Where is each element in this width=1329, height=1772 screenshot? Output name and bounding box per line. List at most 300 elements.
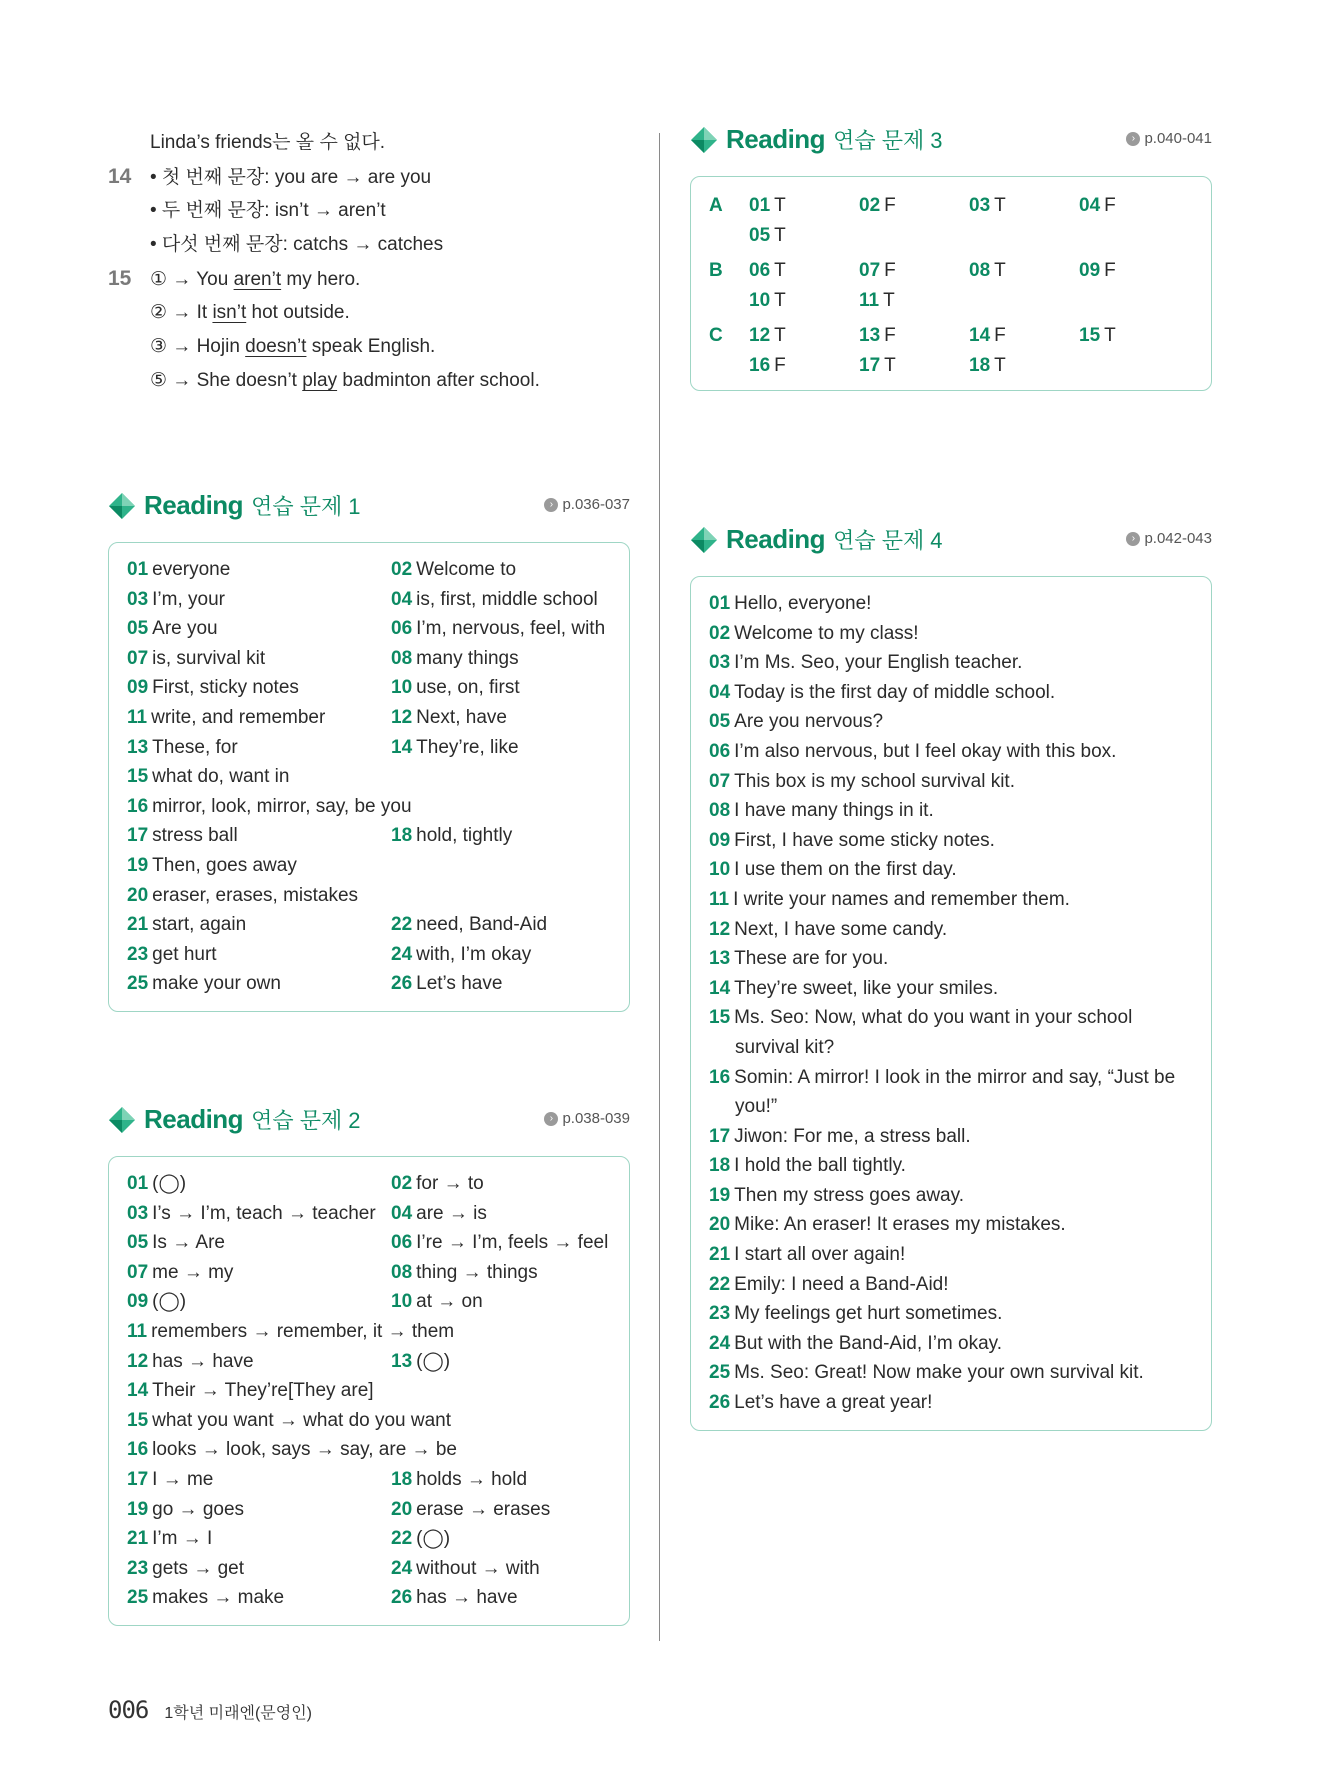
tf-answer [859,351,969,381]
answer-number: 11 [127,706,148,728]
arrow-right-icon: › [1126,532,1140,546]
answer-item [127,1406,611,1436]
section-reading-2 [108,1104,630,1626]
answer-number: 18 [709,1155,731,1177]
answer-item [391,1258,611,1288]
page-reference: › p.040-041 [1126,130,1212,147]
tf-group [709,321,1193,380]
answer-number: 01 [709,593,731,614]
page-reference: › p.042-043 [1126,530,1212,547]
answer-text: thing → things [416,1261,538,1283]
section-reading-4 [690,524,1212,1431]
answer-item [709,737,1193,767]
answer-item [709,678,1193,708]
answer-item [127,1554,391,1584]
answer-item [709,1388,1193,1418]
answer-number: 19 [127,854,149,876]
answer-item [127,644,391,674]
answer-text: T [883,289,895,311]
intro-text: Linda’s friends는 올 수 없다. [150,132,386,153]
answer-number: 22 [391,914,413,936]
diamond-icon [690,526,718,554]
answer-number: 05 [127,1232,149,1254]
answer-text: F [774,354,786,376]
answer-number: 25 [709,1362,731,1384]
q14-text: • 두 번째 문장: isn’t → aren’t [150,200,386,221]
answer-text: Mike: An eraser! It erases my mistakes. [734,1214,1066,1236]
answer-text: Somin: A mirror! I look in the mirror and say, “Just be you!” [734,1066,1176,1118]
answer-number: 17 [127,1468,149,1490]
section-reading-1 [108,490,630,1012]
answer-number: 21 [127,914,149,936]
answer-text: (◯) [152,1173,187,1194]
answer-item [127,1347,391,1377]
answer-item [709,1122,1193,1152]
page-footer [108,1696,312,1724]
answer-item [391,969,611,999]
answer-text: T [774,325,786,346]
answer-text: Welcome to my class! [734,622,919,644]
answer-item [127,733,391,763]
diamond-icon [108,1106,136,1134]
section-header [690,124,1212,164]
answer-item [709,1210,1193,1240]
answer-text: gets → get [152,1557,245,1579]
answer-box [690,176,1212,391]
tf-answer [859,286,969,316]
answer-number: 02 [391,559,413,580]
answer-number: 22 [391,1528,413,1550]
section-header [108,490,630,530]
answer-item [391,733,611,763]
answer-text: I’s → I’m, teach → teacher [152,1202,376,1224]
answer-text: T [994,354,1006,376]
tf-answer [969,351,1079,381]
tf-answer [969,191,1079,221]
answer-text: looks → look, says → say, are → be [152,1439,457,1461]
q14-line-2 [108,194,648,228]
answer-text: T [1104,325,1116,346]
answer-text: F [1104,260,1116,281]
answer-item [391,585,611,615]
tf-group [709,256,1193,315]
section-title-ko: 연습 문제 1 [251,494,361,519]
answer-number: 13 [859,325,881,346]
answer-item [127,1199,391,1229]
answer-number: 10 [749,289,771,311]
answer-text: hold, tightly [416,825,513,847]
answer-item [709,1063,1193,1122]
tf-group [709,191,1193,250]
answer-item [127,1376,611,1406]
answer-item [709,1329,1193,1359]
section-header [690,524,1212,564]
answer-text: Emily: I need a Band-Aid! [734,1273,949,1295]
q15-line-4: ⑤ → She doesn’t play badminton after school. [150,370,540,391]
tf-answer [749,256,859,286]
answer-item [127,1317,611,1347]
group-letter: B [709,260,723,281]
answer-text: T [884,354,896,376]
answer-number: 20 [709,1214,731,1236]
answer-number: 01 [127,1173,149,1194]
answer-number: 15 [127,766,149,788]
answer-text: what you want → what do you want [152,1409,452,1431]
answer-item [127,673,391,703]
answer-text: T [774,195,786,216]
answer-text: need, Band-Aid [416,914,548,936]
section-title-en: Reading [144,490,244,520]
answer-number: 04 [1079,195,1101,216]
answer-number: 09 [127,677,149,699]
answer-text: I start all over again! [734,1244,906,1266]
answer-number: 14 [391,736,413,758]
answer-text: (◯) [416,1350,451,1372]
answer-text: F [1104,195,1116,216]
answer-text: Next, have [416,706,507,728]
answer-number: 05 [709,711,731,733]
answer-item [391,614,611,644]
answer-item [709,915,1193,945]
answer-text: T [774,289,786,311]
answer-number: 20 [391,1498,413,1520]
answer-text: Then my stress goes away. [734,1184,964,1206]
answer-item [709,619,1193,649]
answer-item [127,614,391,644]
answer-number: 12 [749,325,771,346]
answer-number: 16 [127,795,149,817]
answer-number: 07 [127,1261,149,1283]
section-header [108,1104,630,1144]
answer-number: 11 [709,888,730,910]
answer-number: 09 [709,829,731,851]
answer-text: without → with [416,1557,540,1579]
answer-text: I’m, nervous, feel, with [416,618,606,640]
answer-number: 06 [391,1232,413,1254]
answer-text: use, on, first [416,677,520,699]
answer-text: for → to [416,1173,484,1194]
answer-text: eraser, erases, mistakes [152,884,359,906]
answer-text: Today is the first day of middle school. [734,681,1056,703]
answer-item [709,826,1193,856]
answer-number: 13 [391,1350,413,1372]
answer-item [709,767,1193,797]
answer-item [391,1287,611,1317]
tf-answer [749,321,859,351]
answer-number: 15 [709,1007,731,1029]
answer-item [127,1495,391,1525]
answer-item [391,1524,611,1554]
tf-answer [859,256,969,286]
answer-text: (◯) [152,1291,187,1313]
answer-text: write, and remember [151,706,326,728]
answer-number: 08 [391,1261,413,1283]
answer-text: has → have [416,1587,518,1609]
answer-number: 03 [969,195,991,216]
answer-number: 02 [391,1173,413,1194]
answer-text: This box is my school survival kit. [734,770,1015,792]
answer-text: is, survival kit [152,647,266,669]
answer-number: 21 [127,1528,149,1550]
answer-item [391,910,611,940]
answer-number: 25 [127,973,149,995]
tf-answer [1079,191,1189,221]
answer-number: 04 [709,681,731,703]
q15-line-3: ③ → Hojin doesn’t speak English. [150,336,436,357]
answer-box [108,1156,630,1626]
answer-number: 09 [1079,260,1101,281]
answer-text: Let’s have [416,973,503,995]
section-title-en: Reading [726,524,826,554]
answer-number: 14 [969,325,991,346]
section-title-ko: 연습 문제 4 [833,528,943,553]
tf-answer [859,191,969,221]
group-letter: C [709,325,723,346]
answer-text: everyone [152,559,231,580]
answer-item [127,792,611,822]
answer-text: stress ball [152,825,238,847]
answer-number: 11 [127,1320,148,1342]
answer-text: get hurt [152,943,217,965]
intro-answers [108,126,648,398]
q14-text: • 다섯 번째 문장: catchs → catches [150,234,444,255]
answer-number: 23 [127,943,149,965]
answer-number: 12 [709,918,731,940]
answer-number: 16 [127,1439,149,1461]
answer-number: 21 [709,1244,731,1266]
answer-number: 10 [391,677,413,699]
answer-text: T [774,224,786,246]
page-reference: › p.036-037 [544,496,630,513]
answer-item [127,703,391,733]
answer-item [709,1003,1193,1062]
answer-text: I’m, your [152,588,225,610]
answer-text: But with the Band-Aid, I’m okay. [734,1332,1003,1354]
answer-text: I write your names and remember them. [733,888,1070,910]
question-number: 14 [108,165,132,188]
answer-text: Then, goes away [152,854,297,876]
answer-item [709,1151,1193,1181]
answer-text: holds → hold [416,1468,528,1490]
answer-text: mirror, look, mirror, say, be you [152,795,412,817]
page-reference: › p.038-039 [544,1110,630,1127]
answer-number: 13 [127,736,149,758]
answer-item [391,644,611,674]
answer-item [391,1583,611,1613]
q14-line-1 [108,160,648,194]
answer-item [391,940,611,970]
answer-number: 17 [859,354,881,376]
tf-answer [969,321,1079,351]
answer-number: 05 [127,618,149,640]
answer-text: They’re sweet, like your smiles. [734,977,999,999]
answer-number: 22 [709,1273,731,1295]
answer-text: Are you nervous? [734,711,884,733]
answer-number: 06 [391,618,413,640]
answer-number: 16 [749,354,771,376]
answer-text: I use them on the first day. [734,859,957,881]
answer-item [127,1583,391,1613]
answer-number: 26 [391,973,413,995]
underlined-word: isn’t [212,302,247,323]
tf-answer [749,191,859,221]
answer-number: 07 [859,260,881,281]
answer-number: 13 [709,948,731,970]
answer-text: F [884,325,896,346]
answer-text: Hello, everyone! [734,593,872,614]
answer-text: They’re, like [416,736,519,758]
question-number: 15 [108,267,132,290]
page-number: 006 [108,1696,149,1724]
answer-item [391,1554,611,1584]
answer-text: start, again [152,914,247,936]
answer-number: 04 [391,588,413,610]
q14-text: • 첫 번째 문장: you are → are you [150,167,432,188]
answer-text: These, for [152,736,238,758]
answer-text: are → is [416,1202,487,1224]
answer-item [709,1358,1193,1388]
answer-number: 23 [709,1303,731,1325]
answer-text: F [994,325,1006,346]
answer-text: Are you [152,618,218,640]
answer-number: 20 [127,884,149,906]
answer-item [391,555,611,585]
answer-item [709,1299,1193,1329]
answer-item [709,589,1193,619]
answer-text: First, I have some sticky notes. [734,829,995,851]
answer-item [127,1524,391,1554]
answer-number: 09 [127,1291,149,1313]
answer-item [709,1270,1193,1300]
answer-item [391,1228,611,1258]
answer-item [127,555,391,585]
answer-text: erase → erases [416,1498,551,1520]
answer-number: 26 [709,1392,731,1414]
answer-text: Next, I have some candy. [734,918,948,940]
tf-answer [969,256,1079,286]
answer-number: 18 [391,1468,413,1490]
answer-item [709,1240,1193,1270]
q15-line-1: 15 ① → You aren’t my hero. [108,262,648,296]
answer-number: 10 [391,1291,413,1313]
tf-answer [749,221,859,251]
tf-answer [1079,321,1189,351]
answer-text: I’m → I [152,1528,213,1550]
answer-number: 03 [127,1202,149,1224]
answer-text: Jiwon: For me, a stress ball. [734,1125,971,1147]
tf-answer [749,351,859,381]
answer-text: make your own [152,973,281,995]
answer-item [709,855,1193,885]
answer-item [127,585,391,615]
answer-number: 11 [859,289,880,311]
answer-item [391,1199,611,1229]
section-title-ko: 연습 문제 3 [833,128,943,153]
answer-item [127,851,611,881]
answer-item [709,885,1193,915]
answer-text: makes → make [152,1587,285,1609]
answer-number: 12 [391,706,413,728]
answer-item [391,821,611,851]
answer-number: 14 [127,1380,149,1402]
group-letter: A [709,195,723,216]
answer-text: with, I’m okay [416,943,532,965]
answer-item [127,940,391,970]
answer-text: many things [416,647,519,669]
answer-number: 05 [749,224,771,246]
answer-item [709,974,1193,1004]
answer-number: 26 [391,1587,413,1609]
answer-item [127,1228,391,1258]
answer-number: 10 [709,859,731,881]
answer-item [127,1287,391,1317]
answer-number: 01 [127,559,149,580]
answer-number: 18 [391,825,413,847]
answer-item [391,673,611,703]
underlined-word: doesn’t [245,336,307,357]
answer-text: I → me [152,1468,214,1490]
answer-number: 25 [127,1587,149,1609]
answer-text: what do, want in [152,766,290,788]
answer-item [709,796,1193,826]
answer-text: I hold the ball tightly. [734,1155,906,1177]
answer-text: Welcome to [416,559,517,580]
tf-answer [749,286,859,316]
answer-text: Is → Are [152,1232,225,1254]
answer-item [127,1258,391,1288]
answer-number: 17 [709,1125,731,1147]
answer-text: I have many things in it. [734,800,934,822]
answer-text: has → have [152,1350,254,1372]
answer-number: 24 [709,1332,731,1354]
answer-number: 01 [749,195,771,216]
answer-number: 08 [391,647,413,669]
answer-number: 03 [127,588,149,610]
answer-item [127,1465,391,1495]
answer-item [391,1465,611,1495]
book-title: 1학년 미래엔(문영인) [164,1705,313,1722]
answer-item [391,1169,611,1199]
answer-number: 24 [391,943,413,965]
section-reading-3 [690,124,1212,391]
answer-text: Ms. Seo: Now, what do you want in your school survival kit? [734,1007,1133,1058]
answer-text: First, sticky notes [152,677,299,699]
answer-box [108,542,630,1012]
answer-text: F [884,195,896,216]
answer-number: 15 [127,1409,149,1431]
answer-item [391,1347,611,1377]
answer-number: 07 [127,647,149,669]
answer-item [127,821,391,851]
underlined-word: play [302,370,338,391]
answer-number: 03 [709,652,731,674]
answer-item [127,910,391,940]
section-title-en: Reading [144,1104,244,1134]
answer-number: 07 [709,770,731,792]
answer-text: I’m Ms. Seo, your English teacher. [734,652,1023,674]
section-title-ko: 연습 문제 2 [251,1108,361,1133]
q15-line-2: ② → It isn’t hot outside. [150,302,350,323]
answer-number: 16 [709,1066,731,1088]
answer-number: 02 [709,622,731,644]
answer-number: 04 [391,1202,413,1224]
answer-text: go → goes [152,1498,245,1520]
diamond-icon [690,126,718,154]
answer-item [709,707,1193,737]
answer-text: I’m also nervous, but I feel okay with this box. [734,740,1117,762]
answer-number: 19 [127,1498,149,1520]
answer-number: 18 [969,354,991,376]
